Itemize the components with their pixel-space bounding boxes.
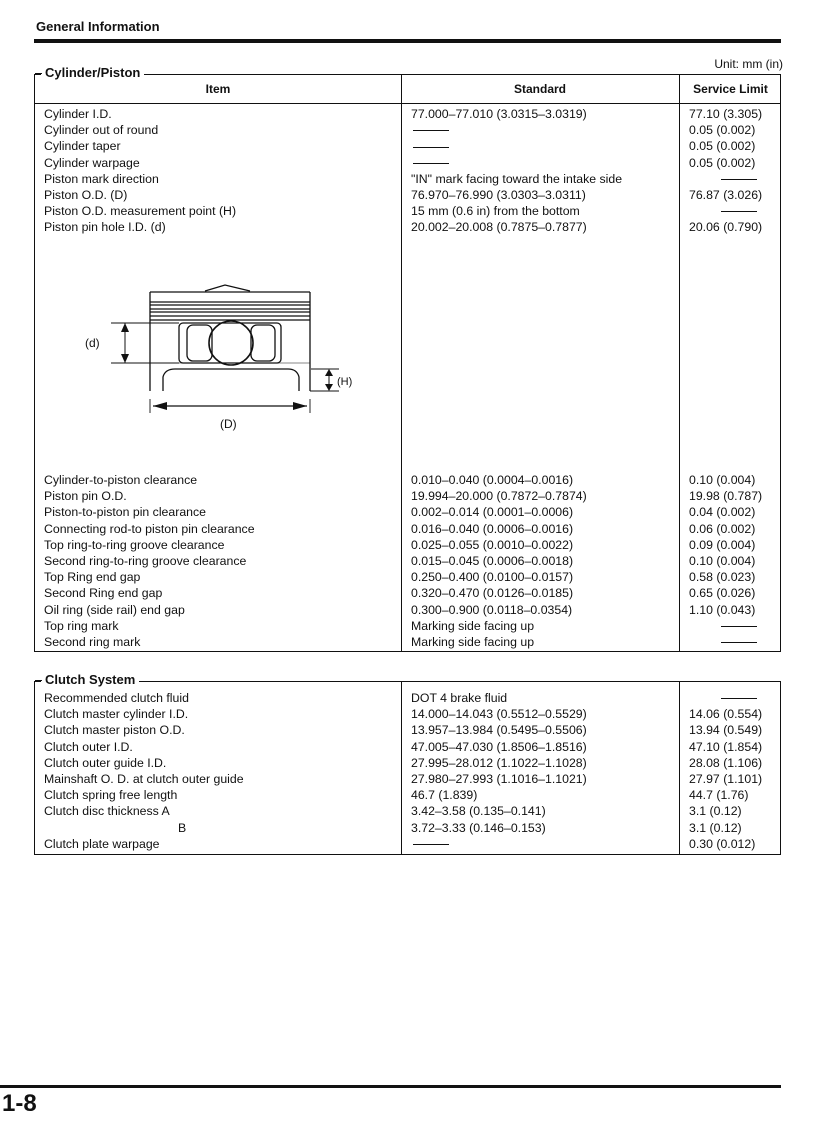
standard-dash — [411, 122, 622, 138]
cyl-standard-b — [411, 472, 587, 650]
standard-dash — [411, 138, 622, 154]
row-standard-value: Marking side facing up — [411, 618, 535, 633]
row-limit-value: 3.1 (0.12) — [689, 820, 742, 835]
row-item-label: Clutch outer guide I.D. — [44, 755, 167, 770]
limit-dash — [689, 618, 762, 634]
row-item-label: Clutch master cylinder I.D. — [44, 707, 189, 722]
cyl-limit-a — [689, 106, 762, 236]
row-item-label: Clutch outer I.D. — [44, 739, 133, 754]
clutch-items — [44, 690, 244, 852]
dash-mark — [413, 147, 449, 148]
page-number: 1-8 — [2, 1090, 37, 1117]
row-limit-value: 19.98 (0.787) — [689, 489, 763, 504]
row-limit-value: 0.05 (0.002) — [689, 155, 756, 170]
row-limit-value: 76.87 (3.026) — [689, 187, 763, 202]
row-item-label: Piston mark direction — [44, 171, 159, 186]
row-standard-value: 0.300–0.900 (0.0118–0.0354) — [411, 602, 573, 617]
row-standard-value: 0.016–0.040 (0.0006–0.0016) — [411, 521, 574, 536]
row-standard-value: 0.025–0.055 (0.0010–0.0022) — [411, 537, 574, 552]
row-item-label: Cylinder taper — [44, 139, 121, 154]
header-divider — [35, 103, 780, 104]
standard-dash — [411, 836, 587, 852]
limit-dash — [689, 634, 762, 650]
column-divider-2 — [679, 75, 680, 651]
col-header-standard: Standard — [513, 82, 566, 96]
row-item-label: Second ring-to-ring groove clearance — [44, 553, 247, 568]
row-limit-value: 0.10 (0.004) — [689, 473, 756, 487]
row-standard-value: 0.015–0.045 (0.0006–0.0018) — [411, 553, 574, 568]
row-standard-value: 0.002–0.014 (0.0001–0.0006) — [411, 505, 574, 520]
row-standard-value: 0.250–0.400 (0.0100–0.0157) — [411, 570, 574, 585]
limit-dash — [689, 171, 762, 187]
row-limit-value: 1.10 (0.043) — [689, 602, 756, 617]
cyl-items-b — [44, 472, 255, 650]
footer-rule — [0, 1085, 781, 1088]
row-limit-value: 14.06 (0.554) — [689, 707, 763, 722]
clutch-standard — [411, 690, 587, 852]
dash-mark — [413, 130, 449, 131]
row-standard-value: 47.005–47.030 (1.8506–1.8516) — [411, 739, 587, 754]
header-rule — [34, 39, 781, 43]
row-item-label: Piston O.D. (D) — [44, 187, 128, 202]
row-item-label: Clutch master piston O.D. — [44, 723, 185, 738]
row-item-label: Top Ring end gap — [44, 570, 141, 585]
piston-diagram — [75, 279, 375, 439]
row-item-label: Clutch spring free length — [44, 788, 178, 803]
limit-dash — [689, 690, 762, 706]
cyl-limit-b — [689, 472, 762, 650]
label-D: (D) — [220, 417, 237, 431]
row-standard-value: "IN" mark facing toward the intake side — [411, 171, 623, 186]
row-standard-value: 27.980–27.993 (1.1016–1.1021) — [411, 771, 587, 786]
row-item-label: Recommended clutch fluid — [44, 691, 189, 705]
standard-dash — [411, 155, 622, 171]
row-standard-value: Marking side facing up — [411, 634, 535, 649]
row-limit-value: 0.30 (0.012) — [689, 836, 756, 851]
row-item-label: Clutch disc thickness A — [44, 804, 170, 819]
row-item-label: Cylinder-to-piston clearance — [44, 473, 198, 487]
row-limit-value: 47.10 (1.854) — [689, 739, 763, 754]
row-standard-value: 20.002–20.008 (0.7875–0.7877) — [411, 220, 587, 235]
row-limit-value: 44.7 (1.76) — [689, 788, 749, 803]
row-limit-value: 0.04 (0.002) — [689, 505, 756, 520]
row-limit-value: 0.05 (0.002) — [689, 123, 756, 138]
unit-label: Unit: mm (in) — [714, 57, 783, 71]
dash-mark — [721, 698, 757, 699]
row-standard-value: 0.320–0.470 (0.0126–0.0185) — [411, 586, 574, 601]
row-standard-value: 0.010–0.040 (0.0004–0.0016) — [411, 473, 574, 487]
clutch-system-title: Clutch System — [41, 672, 139, 688]
label-H: (H) — [337, 376, 353, 388]
col-header-service-limit: Service Limit — [693, 82, 768, 96]
column-divider-1 — [401, 75, 402, 651]
row-limit-value: 0.09 (0.004) — [689, 537, 756, 552]
page-header-title: General Information — [36, 19, 160, 34]
row-limit-value: 27.97 (1.101) — [689, 771, 763, 786]
row-item-label: Second Ring end gap — [44, 586, 163, 601]
row-standard-value: DOT 4 brake fluid — [411, 691, 508, 705]
dash-mark — [721, 211, 757, 212]
row-item-label: B — [178, 820, 187, 835]
cylinder-piston-title: Cylinder/Piston — [41, 65, 144, 81]
row-standard-value: 76.970–76.990 (3.0303–3.0311) — [411, 187, 586, 202]
cylinder-piston-section — [34, 65, 781, 652]
row-standard-value: 13.957–13.984 (0.5495–0.5506) — [411, 723, 587, 738]
row-standard-value: 14.000–14.043 (0.5512–0.5529) — [411, 707, 587, 722]
row-item-label: Cylinder I.D. — [44, 107, 112, 121]
dash-mark — [413, 844, 449, 845]
limit-dash — [689, 203, 762, 219]
row-item-label: Piston pin O.D. — [44, 489, 127, 504]
row-standard-value: 19.994–20.000 (0.7872–0.7874) — [411, 489, 587, 504]
row-item-label: Piston O.D. measurement point (H) — [44, 204, 237, 219]
row-standard-value: 3.72–3.33 (0.146–0.153) — [411, 820, 546, 835]
row-item-label: Second ring mark — [44, 634, 141, 649]
dash-mark — [721, 626, 757, 627]
clutch-column-divider-1 — [401, 682, 402, 854]
clutch-column-divider-2 — [679, 682, 680, 854]
clutch-limit — [689, 690, 762, 852]
row-standard-value: 3.42–3.58 (0.135–0.141) — [411, 804, 546, 819]
col-header-item: Item — [205, 82, 231, 96]
row-item-label: Clutch plate warpage — [44, 836, 160, 851]
row-limit-value: 0.10 (0.004) — [689, 553, 756, 568]
label-d: (d) — [85, 336, 100, 350]
row-item-label: Oil ring (side rail) end gap — [44, 602, 185, 617]
row-item-label: Cylinder out of round — [44, 123, 159, 138]
row-item-label: Top ring mark — [44, 618, 119, 633]
row-limit-value: 0.65 (0.026) — [689, 586, 756, 601]
cyl-standard-a — [411, 106, 622, 236]
row-limit-value: 28.08 (1.106) — [689, 755, 763, 770]
row-item-label: Piston-to-piston pin clearance — [44, 505, 206, 520]
row-standard-value: 46.7 (1.839) — [411, 788, 478, 803]
row-item-label: Cylinder warpage — [44, 155, 140, 170]
row-limit-value: 0.05 (0.002) — [689, 139, 756, 154]
row-limit-value: 20.06 (0.790) — [689, 220, 763, 235]
row-standard-value: 77.000–77.010 (3.0315–3.0319) — [411, 107, 587, 121]
row-limit-value: 0.06 (0.002) — [689, 521, 756, 536]
dash-mark — [721, 179, 757, 180]
row-standard-value: 15 mm (0.6 in) from the bottom — [411, 204, 580, 219]
row-item-label: Top ring-to-ring groove clearance — [44, 537, 225, 552]
clutch-system-section — [34, 672, 781, 855]
row-item-label: Piston pin hole I.D. (d) — [44, 220, 166, 235]
row-item-label: Connecting rod-to piston pin clearance — [44, 521, 255, 536]
row-item-label: Mainshaft O. D. at clutch outer guide — [44, 771, 244, 786]
row-limit-value: 77.10 (3.305) — [689, 107, 763, 121]
row-limit-value: 3.1 (0.12) — [689, 804, 742, 819]
row-standard-value: 27.995–28.012 (1.1022–1.1028) — [411, 755, 587, 770]
row-limit-value: 13.94 (0.549) — [689, 723, 763, 738]
dash-mark — [413, 163, 449, 164]
row-limit-value: 0.58 (0.023) — [689, 570, 756, 585]
dash-mark — [721, 642, 757, 643]
cyl-items-a — [44, 106, 236, 236]
